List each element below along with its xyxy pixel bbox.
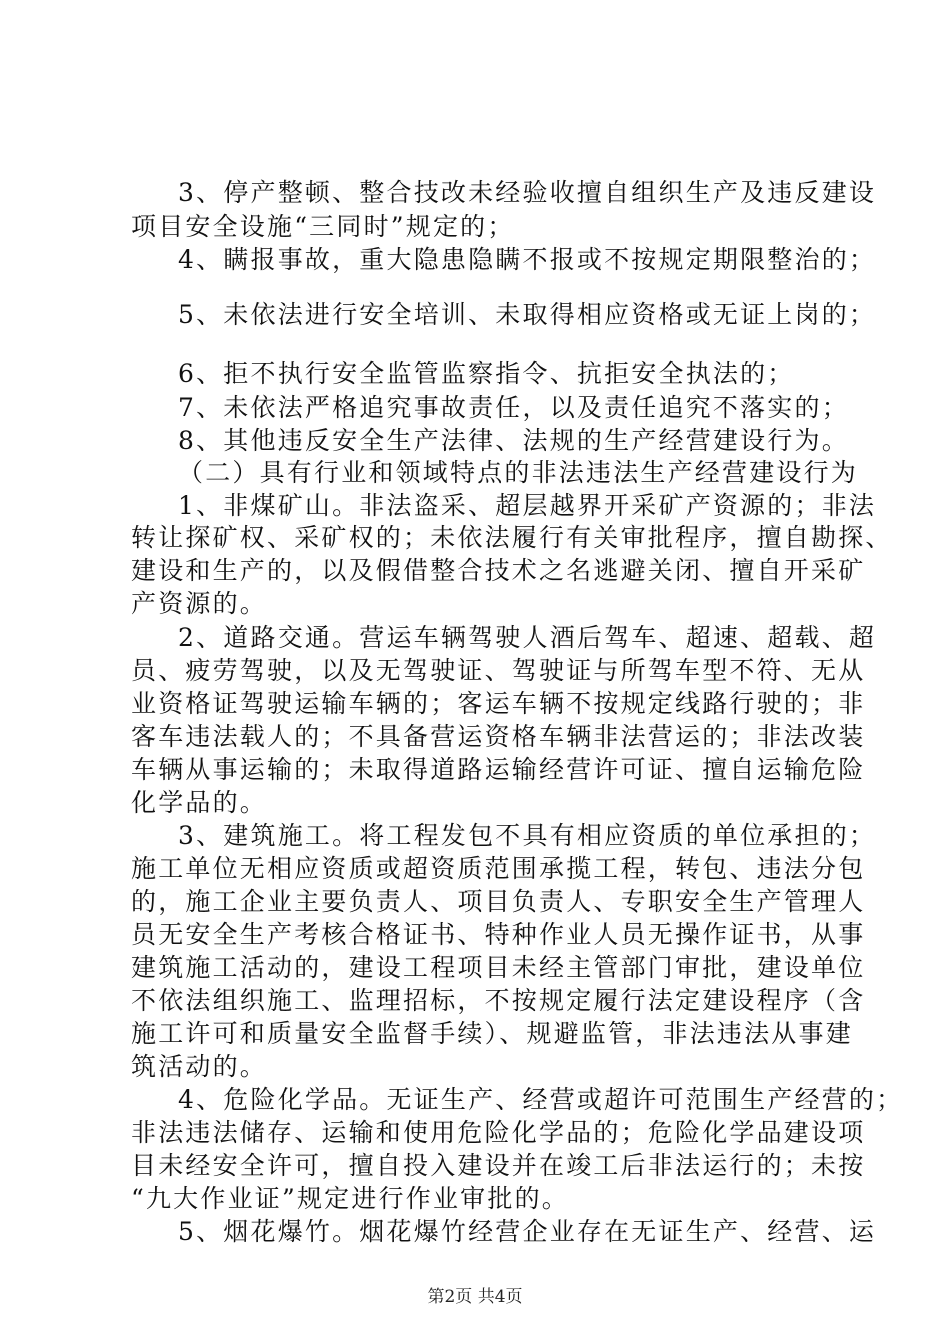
paragraph-line: 7、未依法严格追究事故责任，以及责任追究不落实的； — [178, 393, 849, 422]
paragraph-line: 业资格证驾驶运输车辆的；客运车辆不按规定线路行驶的；非 — [131, 689, 866, 718]
paragraph-line: 6、拒不执行安全监管监察指令、抗拒安全执法的； — [178, 359, 795, 388]
paragraph-line: 车辆从事运输的；未取得道路运输经营许可证、擅自运输危险 — [131, 755, 866, 784]
paragraph-line: 客车违法载人的；不具备营运资格车辆非法营运的；非法改装 — [131, 722, 866, 751]
paragraph-line: 1、非煤矿山。非法盗采、超层越界开采矿产资源的；非法 — [178, 491, 877, 520]
paragraph-line: 转让探矿权、采矿权的；未依法履行有关审批程序，擅自勘探、 — [131, 523, 893, 552]
paragraph-line: 非法违法储存、运输和使用危险化学品的；危险化学品建设项 — [131, 1118, 866, 1147]
paragraph-line: 化学品的。 — [131, 788, 268, 817]
paragraph-line: 产资源的。 — [131, 589, 268, 618]
paragraph-line: 3、停产整顿、整合技改未经验收擅自组织生产及违反建设 — [178, 178, 877, 207]
paragraph-line: 5、未依法进行安全培训、未取得相应资格或无证上岗的； — [178, 300, 877, 329]
paragraph-line: 4、危险化学品。无证生产、经营或超许可范围生产经营的； — [178, 1085, 904, 1114]
paragraph-line: “九大作业证”规定进行作业审批的。 — [131, 1184, 569, 1213]
paragraph-line: 项目安全设施“三同时”规定的； — [131, 212, 515, 241]
paragraph-line: 5、烟花爆竹。烟花爆竹经营企业存在无证生产、经营、运 — [178, 1217, 877, 1246]
paragraph-line: 4、瞒报事故，重大隐患隐瞒不报或不按规定期限整治的； — [178, 245, 877, 274]
paragraph-line: 目未经安全许可，擅自投入建设并在竣工后非法运行的；未按 — [131, 1151, 866, 1180]
paragraph-line: 2、道路交通。营运车辆驾驶人酒后驾车、超速、超载、超 — [178, 623, 877, 652]
page-number-footer: 第2页 共4页 — [427, 1287, 523, 1307]
paragraph-line: 的，施工企业主要负责人、项目负责人、专职安全生产管理人 — [131, 887, 866, 916]
paragraph-line: 筑活动的。 — [131, 1052, 268, 1081]
paragraph-line: 建筑施工活动的，建设工程项目未经主管部门审批，建设单位 — [131, 953, 866, 982]
paragraph-line: 不依法组织施工、监理招标，不按规定履行法定建设程序（含 — [131, 986, 866, 1015]
paragraph-line: 员无安全生产考核合格证书、特种作业人员无操作证书，从事 — [131, 920, 866, 949]
section-heading: （二）具有行业和领域特点的非法违法生产经营建设行为 — [178, 458, 859, 487]
paragraph-line: 建设和生产的，以及假借整合技术之名逃避关闭、擅自开采矿 — [131, 556, 866, 585]
paragraph-line: 员、疲劳驾驶，以及无驾驶证、驾驶证与所驾车型不符、无从 — [131, 656, 866, 685]
paragraph-line: 施工许可和质量安全监督手续）、规避监管，非法违法从事建 — [131, 1019, 853, 1048]
paragraph-line: 8、其他违反安全生产法律、法规的生产经营建设行为。 — [178, 426, 849, 455]
paragraph-line: 3、建筑施工。将工程发包不具有相应资质的单位承担的； — [178, 821, 877, 850]
paragraph-line: 施工单位无相应资质或超资质范围承揽工程，转包、违法分包 — [131, 854, 866, 883]
